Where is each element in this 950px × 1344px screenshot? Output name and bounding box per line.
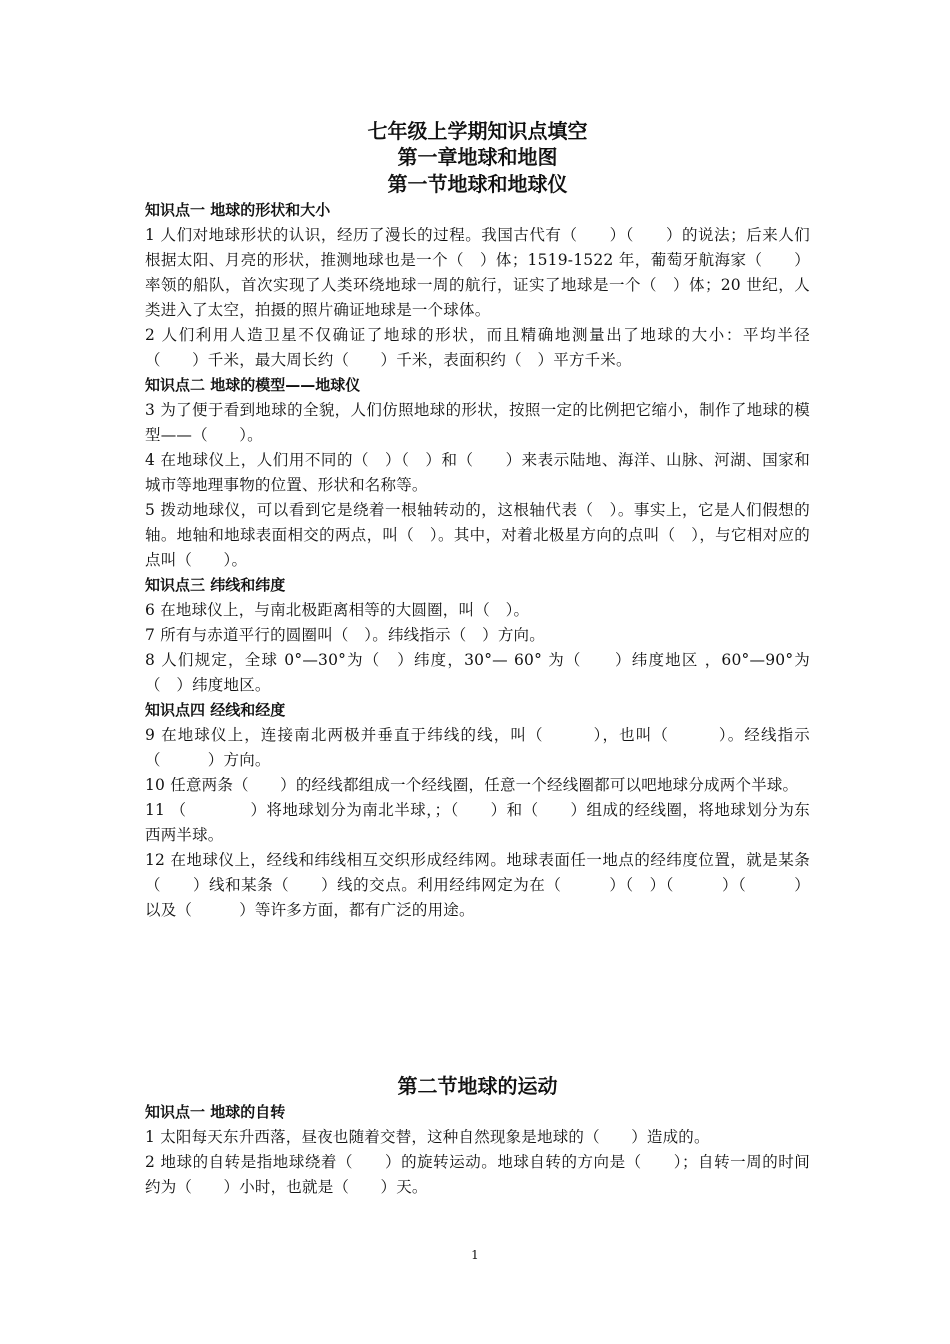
paragraph: 10 任意两条（ ）的经线都组成一个经线圈，任意一个经线圈都可以吧地球分成两个半球。	[145, 776, 799, 794]
section-title-2: 第二节地球的运动	[397, 1074, 558, 1098]
paragraph: 2 地球的自转是指地球绕着（ ）的旋转运动。地球自转的方向是（ ）；自转一周的时间约为（ ）小时，也就是（ ）天。	[145, 1153, 810, 1196]
knowledge-point-heading: 知识点一 地球的自转	[145, 1103, 286, 1121]
paragraph: 6 在地球仪上，与南北极距离相等的大圆圈，叫（ ）。	[145, 601, 530, 619]
knowledge-point-heading: 知识点三 纬线和纬度	[145, 576, 286, 594]
paragraph: 9 在地球仪上，连接南北两极并垂直于纬线的线，叫（ ），也叫（ ）。经线指示（ ）方向。	[145, 726, 810, 769]
paragraph: 2 人们利用人造卫星不仅确证了地球的形状，而且精确地测量出了地球的大小：平均半径（ ）千米，最大周长约（ ）千米，表面积约（ ）平方千米。	[145, 326, 810, 369]
knowledge-point-heading: 知识点一 地球的形状和大小	[145, 201, 331, 219]
section-title-1: 第一节地球和地球仪	[387, 172, 568, 196]
paragraph: 12 在地球仪上，经线和纬线相互交织形成经纬网。地球表面任一地点的经纬度位置，就是某条（ ）线和某条（ ）线的交点。利用经纬网定为在（ ）（ ）（ ）（ ）以及（ ）等许多方面，都有广泛的用途。	[145, 851, 810, 919]
spacer	[145, 923, 810, 1072]
paragraph: 4 在地球仪上，人们用不同的（ ）（ ）和（ ）来表示陆地、海洋、山脉、河湖、国家和城市等地理事物的位置、形状和名称等。	[145, 451, 810, 494]
knowledge-point-heading: 知识点四 经线和经度	[145, 701, 286, 719]
knowledge-point-heading: 知识点二 地球的模型——地球仪	[145, 376, 361, 394]
page-number: 1	[471, 1248, 479, 1262]
paragraph: 1 太阳每天东升西落，昼夜也随着交替，这种自然现象是地球的（ ）造成的。	[145, 1128, 710, 1146]
paragraph: 1 人们对地球形状的认识，经历了漫长的过程。我国古代有（ ）（ ）的说法；后来人们根据太阳、月亮的形状，推测地球也是一个（ ）体；1519-1522 年，葡萄牙航海家（ ）率领的船队，首次实现了人类环绕地球一周的航行，证实了地球是一个（ ）体；20 世纪，人类进入了太空，拍摄的照片确证地球是一个球体。	[145, 226, 810, 319]
paragraph: 7 所有与赤道平行的圆圈叫（ ）。纬线指示（ ）方向。	[145, 626, 545, 644]
paragraph: 5 拨动地球仪，可以看到它是绕着一根轴转动的，这根轴代表（ ）。事实上，它是人们假想的轴。地轴和地球表面相交的两点，叫（ ）。其中，对着北极星方向的点叫（ ），与它相对应的点叫（ ）。	[145, 501, 810, 569]
paragraph: 11 （ ）将地球划分为南北半球，；（ ）和（ ）组成的经线圈，将地球划分为东西两半球。	[145, 801, 810, 844]
paragraph: 8 人们规定，全球 0°—30°为（ ）纬度，30°— 60° 为（ ）纬度地区 ，60°—90°为（ ）纬度地区。	[145, 651, 810, 694]
document-title: 七年级上学期知识点填空	[367, 119, 588, 143]
chapter-title: 第一章地球和地图	[397, 145, 558, 169]
paragraph: 3 为了便于看到地球的全貌，人们仿照地球的形状，按照一定的比例把它缩小，制作了地球的模型——（ ）。	[145, 401, 810, 444]
page-content	[145, 118, 810, 1200]
